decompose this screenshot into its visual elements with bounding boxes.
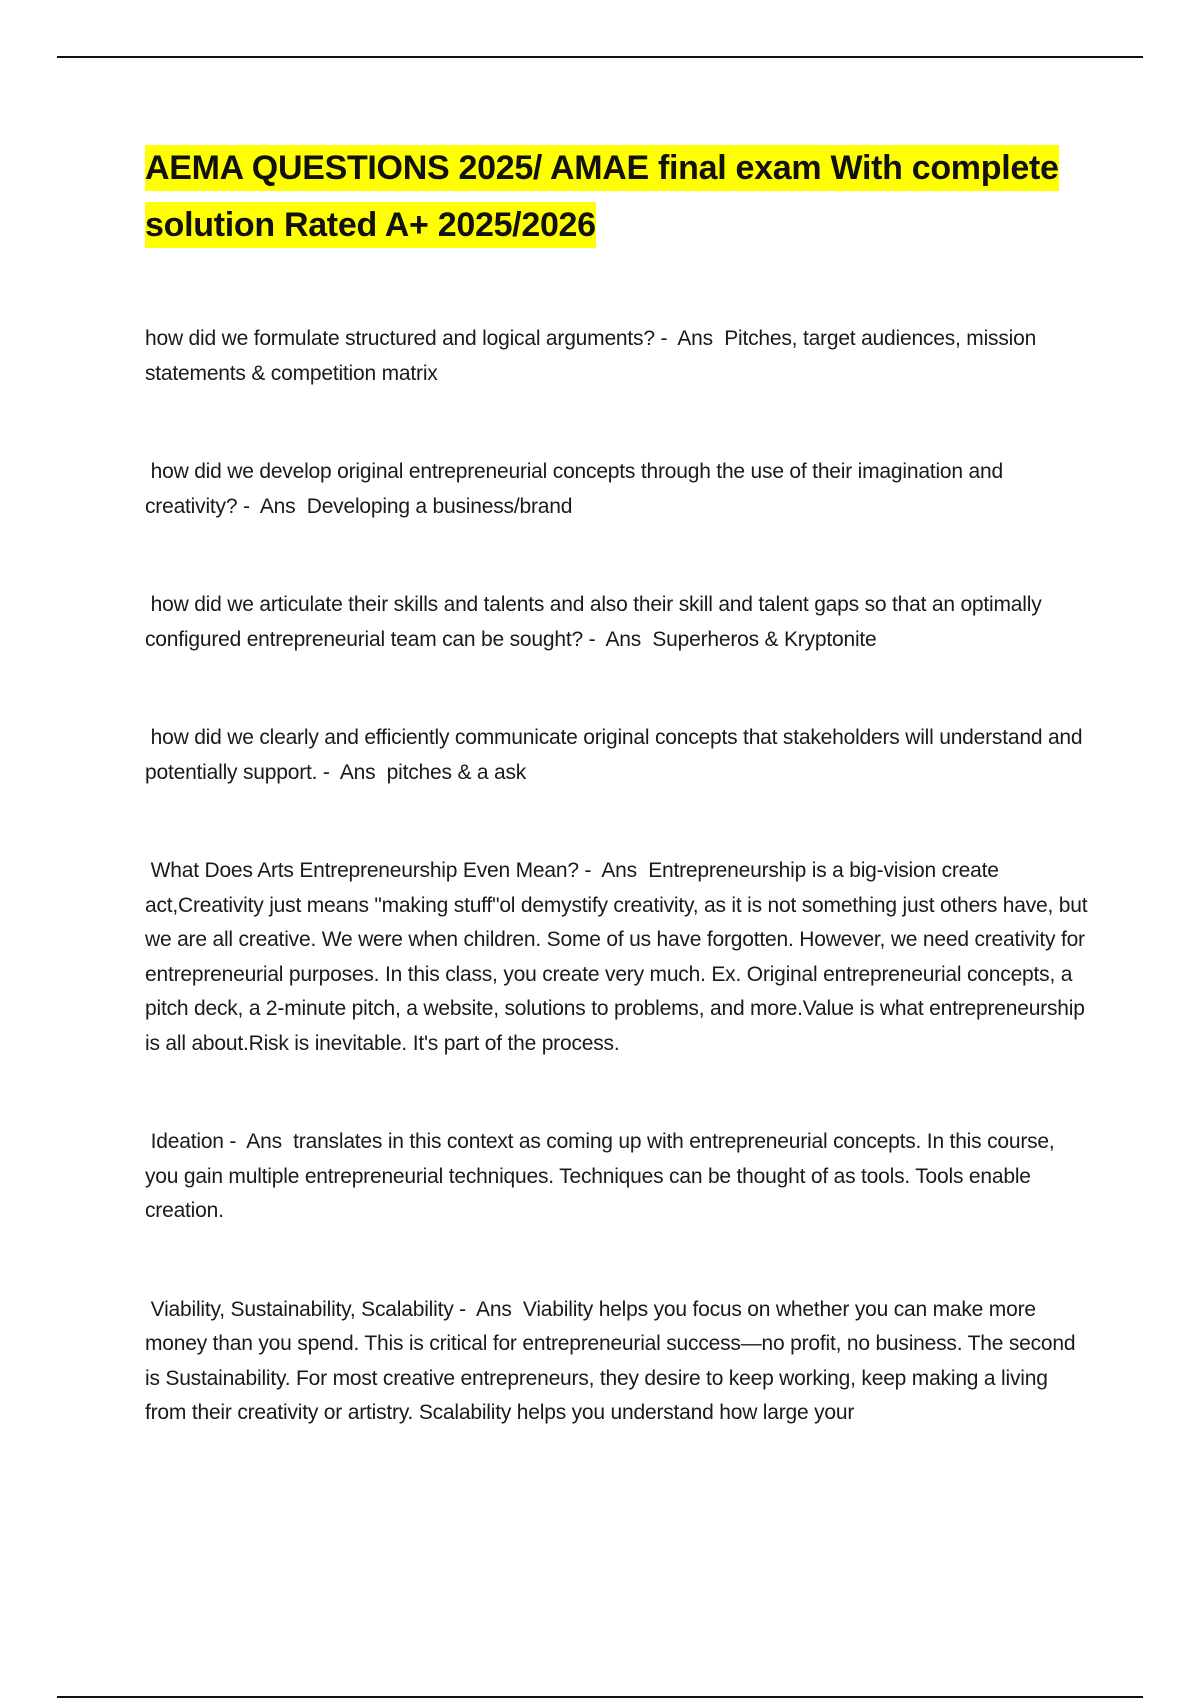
document-page [145,140,1094,1431]
document-title [145,140,1090,254]
qa-item: Viability, Sustainability, Scalability - Ans Viability helps you focus on whether you can make more money than you spend. This is critical for entrepreneurial success—no profit, no business. The second is Sustainability. For most creative entrepreneurs, they desire to keep working, keep making a living from their creativity or artistry. Scalability helps you understand how large your [145,1297,1081,1424]
qa-item: how did we clearly and efficiently communicate original concepts that stakeholders will understand and potentially support. - Ans pitches & a ask [145,726,1089,784]
qa-item: What Does Arts Entrepreneurship Even Mean? - Ans Entrepreneurship is a big-vision create act,Creativity just means "making stuff"ol demystify creativity, as it is not something just others have, but we are all creative. We were when children. Some of us have forgotten. However, we need creativity for entrepreneurial purposes. In this class, you create very much. Ex. Original entrepreneurial concepts, a pitch deck, a 2-minute pitch, a website, solutions to problems, and more.Value is what entrepreneurship is all about.Risk is inevitable. It's part of the process. [145,859,1094,1055]
qa-item: Ideation - Ans translates in this context as coming up with entrepreneurial concepts. In this course, you gain multiple entrepreneurial techniques. Techniques can be thought of as tools. Tools enable creation. [145,1130,1061,1222]
qa-item: how did we articulate their skills and talents and also their skill and talent gaps so that an optimally configured entrepreneurial team can be sought? - Ans Superheros & Kryptonite [145,593,1048,651]
top-divider [57,56,1143,58]
document-title-highlight: AEMA QUESTIONS 2025/ AMAE final exam With complete solution Rated A+ 2025/2026 [145,145,1059,248]
qa-item: how did we develop original entrepreneurial concepts through the use of their imagination and creativity? - Ans Developing a business/brand [145,460,1009,518]
bottom-divider [57,1696,1143,1698]
qa-item: how did we formulate structured and logical arguments? - Ans Pitches, target audiences, mission statements & competition matrix [145,327,1042,385]
